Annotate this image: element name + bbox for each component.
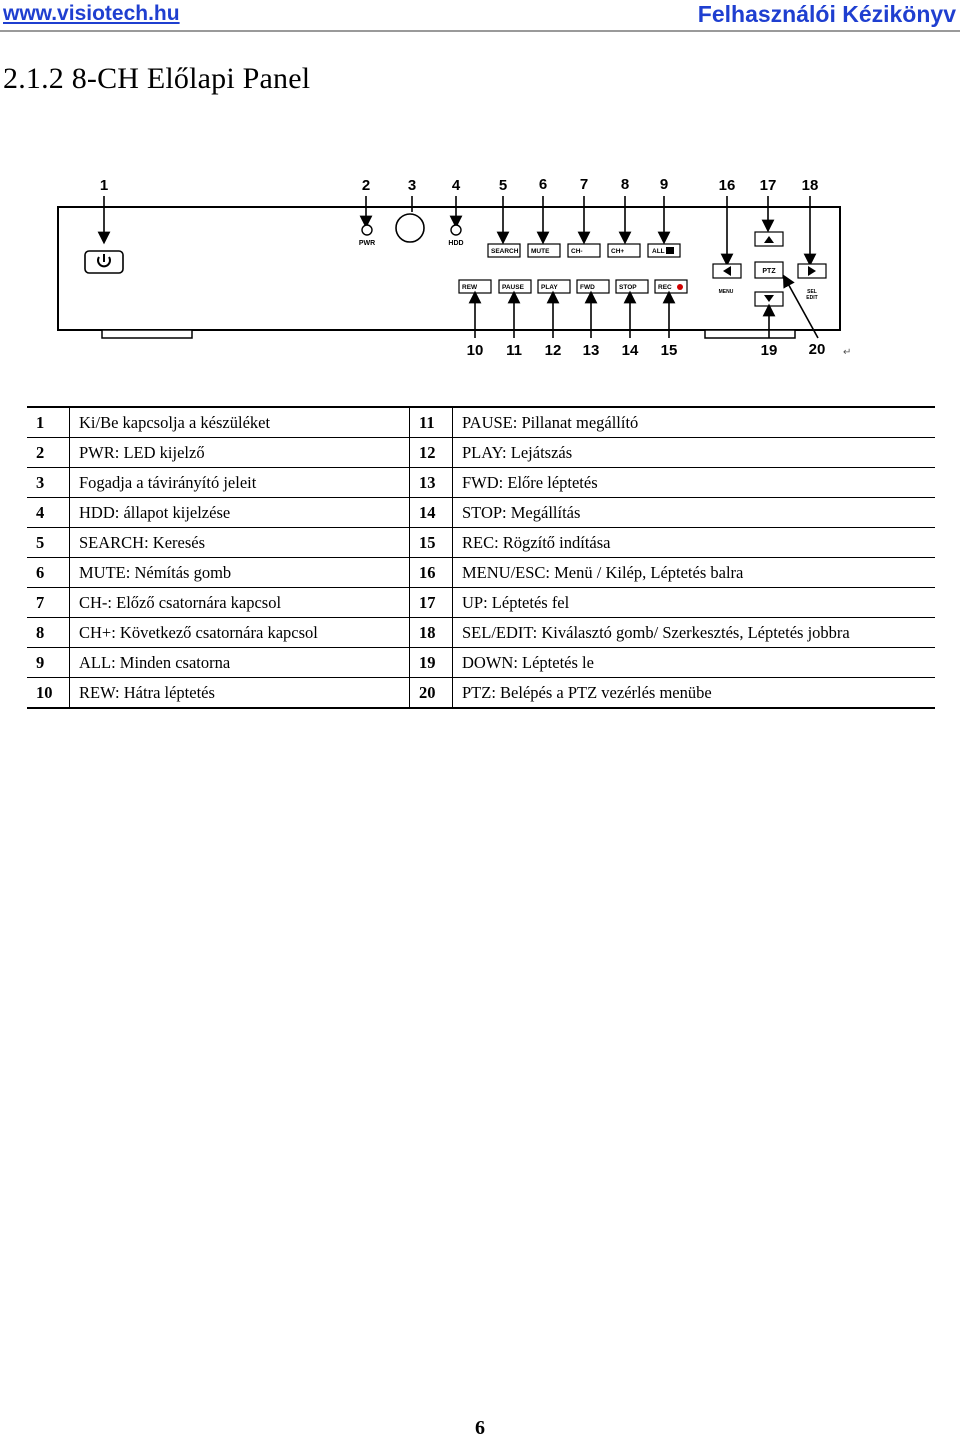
callouts-top [100,176,819,194]
row-description: PWR: LED kijelző [70,438,410,468]
callout-20: 20 [808,341,826,358]
row-description: CH+: Következő csatornára kapcsol [70,618,410,648]
menu-label: MENU [718,289,734,295]
row-number: 17 [410,588,453,618]
ptz-button[interactable] [755,262,783,278]
play-button-label: PLAY [541,284,558,291]
page-header [0,0,960,32]
row-description: PAUSE: Pillanat megállító [453,407,936,438]
row-number: 15 [410,528,453,558]
play-button[interactable] [538,280,570,293]
rec-button[interactable] [655,280,687,293]
row-number: 12 [410,438,453,468]
callout-18: 18 [801,177,819,194]
rew-button[interactable] [459,280,491,293]
row-number: 8 [27,618,70,648]
callout-9: 9 [659,176,669,193]
search-button-label: SEARCH [491,248,519,255]
row-description: MUTE: Némítás gomb [70,558,410,588]
page-number: 6 [475,1417,485,1439]
callout-2: 2 [361,177,371,194]
row-number: 20 [410,678,453,709]
mute-button[interactable] [528,244,560,257]
row-description: SEARCH: Keresés [70,528,410,558]
table-row [27,618,935,648]
row-description: MENU/ESC: Menü / Kilép, Léptetés balra [453,558,936,588]
ir-receiver [396,214,424,242]
row-number: 18 [410,618,453,648]
rew-button-label: REW [462,284,478,291]
row-description: REC: Rögzítő indítása [453,528,936,558]
row-description: SEL/EDIT: Kiválasztó gomb/ Szerkesztés, Léptetés jobbra [453,618,936,648]
callout-6: 6 [538,176,548,193]
callout-15: 15 [660,342,678,359]
edit-label: EDIT [806,295,818,301]
row-number: 1 [27,407,70,438]
callout-17: 17 [759,177,777,194]
manual-title: Felhasználói Kézikönyv [697,1,956,27]
table-row [27,438,935,468]
fwd-button[interactable] [577,280,609,293]
callout-5: 5 [498,177,508,194]
table-row [27,558,935,588]
row-description: Ki/Be kapcsolja a készüléket [70,407,410,438]
stop-button-label: STOP [619,284,637,291]
row-number: 9 [27,648,70,678]
site-link[interactable]: www.visiotech.hu [3,2,180,25]
row-description: PTZ: Belépés a PTZ vezérlés menübe [453,678,936,709]
top-button-row [488,244,680,257]
callout-12: 12 [544,342,562,359]
row-number: 6 [27,558,70,588]
ch-plus-button-label: CH+ [611,248,625,255]
callout-4: 4 [451,177,461,194]
callout-13: 13 [582,342,600,359]
row-description: REW: Hátra léptetés [70,678,410,709]
row-description: PLAY: Lejátszás [453,438,936,468]
row-description: Fogadja a távirányító jeleit [70,468,410,498]
row-description: FWD: Előre léptetés [453,468,936,498]
power-button[interactable] [85,251,123,273]
row-number: 2 [27,438,70,468]
right-sel-button[interactable] [798,264,826,278]
table-row [27,588,935,618]
table-row [27,468,935,498]
row-number: 16 [410,558,453,588]
left-menu-button[interactable] [713,264,741,278]
row-number: 13 [410,468,453,498]
table-row [27,648,935,678]
row-number: 14 [410,498,453,528]
row-description: ALL: Minden csatorna [70,648,410,678]
table-row [27,498,935,528]
button-description-table [27,406,935,709]
ch-minus-button-label: CH- [571,248,583,255]
callout-19: 19 [760,342,778,359]
all-button-label: ALL [652,248,665,255]
section-title: 2.1.2 8-CH Előlapi Panel [3,62,311,95]
callout-7: 7 [579,176,589,193]
ptz-button-label: PTZ [762,268,776,275]
callout-1: 1 [99,177,109,194]
table-row [27,528,935,558]
row-number: 4 [27,498,70,528]
fwd-button-label: FWD [580,284,595,291]
down-button[interactable] [755,292,783,306]
search-button[interactable] [488,244,520,257]
sel-label: SEL [807,289,817,295]
return-mark: ↵ [843,347,852,358]
callout-11: 11 [506,342,522,359]
row-number: 11 [410,407,453,438]
row-description: DOWN: Léptetés le [453,648,936,678]
rec-button-label: REC [658,284,672,291]
row-description: UP: Léptetés fel [453,588,936,618]
callout-14: 14 [621,342,639,359]
table-row [27,678,935,709]
front-panel-diagram [0,160,960,370]
hdd-led-label: HDD [448,240,464,247]
row-number: 7 [27,588,70,618]
row-number: 10 [27,678,70,709]
ch-plus-button[interactable] [608,244,640,257]
row-number: 5 [27,528,70,558]
row-description: STOP: Megállítás [453,498,936,528]
ch-minus-button[interactable] [568,244,600,257]
callout-8: 8 [620,176,630,193]
up-button[interactable] [755,232,783,246]
row-number: 3 [27,468,70,498]
callout-3: 3 [407,177,417,194]
row-description: HDD: állapot kijelzése [70,498,410,528]
callouts-bottom [467,341,826,359]
callout-16: 16 [718,177,736,194]
callout-10: 10 [466,342,484,359]
pause-button[interactable] [499,280,531,293]
table-row [27,407,935,438]
pause-button-label: PAUSE [502,284,524,291]
pwr-led-label: PWR [358,240,376,247]
stop-button[interactable] [616,280,648,293]
all-button[interactable] [648,244,680,257]
row-number: 19 [410,648,453,678]
row-description: CH-: Előző csatornára kapcsol [70,588,410,618]
mute-button-label: MUTE [531,248,550,255]
